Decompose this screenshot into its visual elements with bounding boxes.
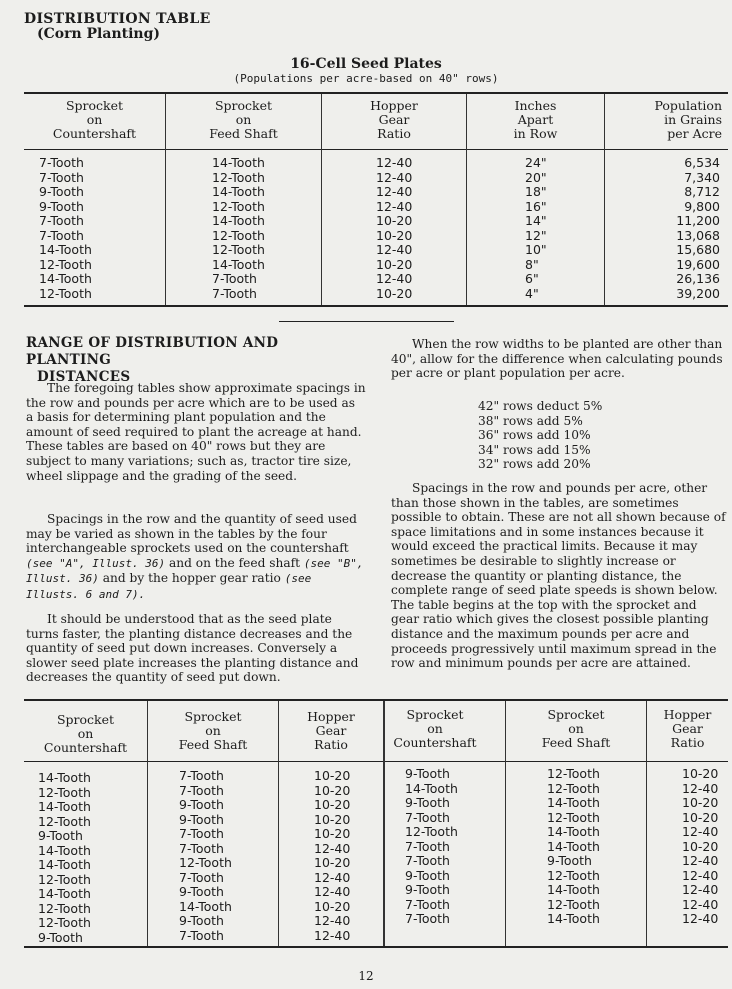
table1-cell: 12-40 bbox=[376, 242, 413, 257]
table2-cell: 12-40 bbox=[682, 882, 719, 897]
paragraph-foregoing: The foregoing tables show approximate spacings in the row and pounds per acre which are to be used as a basis for determining plant population and the amount of seed required to plant the acreage at hand. These tables are based on 40" rows but they are subject to many variations; such as, tractor tire size, wheel slippage and the grading of the seed. bbox=[26, 381, 366, 483]
table2-cell: 12-Tooth bbox=[38, 871, 91, 887]
table2-header-rule bbox=[24, 761, 728, 762]
table2-cell: 14-Tooth bbox=[38, 770, 91, 785]
table1-cell: 7-Tooth bbox=[39, 213, 84, 228]
table1-cell: 14" bbox=[525, 213, 547, 228]
table2-cell: 10-20 bbox=[682, 766, 719, 781]
table2-col-left-feed-shaft bbox=[179, 769, 232, 943]
table2-cell: 10-20 bbox=[314, 898, 351, 914]
table2-cell: 9-Tooth bbox=[547, 853, 592, 868]
table2-cell: 7-Tooth bbox=[179, 840, 224, 856]
table2-header-left-countershaft: Sprocket on Countershaft bbox=[43, 712, 128, 755]
table1-cell: 6" bbox=[525, 271, 539, 286]
row-adjustment-item: 36" rows add 10% bbox=[478, 428, 591, 443]
table1-col-feed-shaft bbox=[212, 156, 265, 301]
table2-cell: 14-Tooth bbox=[38, 886, 91, 901]
table2-cell: 12-Tooth bbox=[547, 766, 600, 781]
table1-cell: 7-Tooth bbox=[212, 285, 257, 301]
table1-cell: 10-20 bbox=[376, 285, 413, 301]
table2-cell: 14-Tooth bbox=[179, 898, 232, 914]
table1-cell: 14-Tooth bbox=[212, 256, 265, 272]
table1-cell: 10-20 bbox=[376, 256, 413, 272]
table1-cell: 11,200 bbox=[676, 213, 720, 228]
table2-header-left-feed-shaft: Sprocket on Feed Shaft bbox=[178, 709, 248, 752]
table1-cell: 9-Tooth bbox=[39, 198, 84, 214]
table1-col-inches bbox=[525, 156, 547, 301]
section-heading bbox=[26, 335, 366, 386]
table1-cell: 12-Tooth bbox=[212, 242, 265, 257]
table2-cell: 7-Tooth bbox=[179, 768, 224, 783]
table1-cell: 14-Tooth bbox=[39, 242, 92, 257]
table1-cell: 7-Tooth bbox=[212, 271, 257, 286]
table2-cell: 7-Tooth bbox=[179, 782, 224, 798]
table1-header-inches: Inches Apart in Row bbox=[513, 98, 558, 141]
table2-header-right-feed-shaft: Sprocket on Feed Shaft bbox=[541, 707, 611, 750]
table1-cell: 8,712 bbox=[684, 184, 720, 199]
table2-cell: 12-Tooth bbox=[547, 896, 600, 912]
table2-cell: 7-Tooth bbox=[405, 853, 450, 868]
table2-cell: 12-40 bbox=[682, 853, 719, 868]
table2-cell: 10-20 bbox=[314, 782, 351, 798]
table2-cell: 12-40 bbox=[314, 840, 351, 856]
table2-cell: 14-Tooth bbox=[547, 824, 600, 839]
reference-illust-b: (see "B", Illust. 36) bbox=[26, 556, 364, 586]
table1-subtitle: (Populations per acre-based on 40" rows) bbox=[233, 72, 499, 85]
table1-cell: 39,200 bbox=[676, 285, 720, 301]
table2-cell: 14-Tooth bbox=[38, 857, 91, 872]
table1-cell: 10-20 bbox=[376, 213, 413, 228]
table2-cell: 10-20 bbox=[314, 826, 351, 841]
table1-cell: 16" bbox=[525, 198, 547, 214]
table1-cell: 7-Tooth bbox=[39, 227, 84, 243]
table2-cell: 12-Tooth bbox=[405, 824, 458, 839]
paragraph-seed-plate: It should be understood that as the seed plate turns faster, the planting distance decreases and the quantity of seed put down increases. Conversely a slower seed plate increases the planting distance and decreases the quantity of seed put down. bbox=[26, 612, 359, 685]
table1-cell: 12-Tooth bbox=[39, 256, 92, 272]
table2-cell: 9-Tooth bbox=[38, 828, 83, 843]
table2-cell: 10-20 bbox=[314, 855, 351, 870]
table2-top-rule bbox=[24, 699, 728, 701]
table1-header-feed-shaft: Sprocket on Feed Shaft bbox=[209, 98, 278, 141]
table2-col-right-feed-shaft bbox=[547, 767, 600, 927]
table2-cell: 10-20 bbox=[314, 797, 351, 812]
table1-col-population bbox=[640, 156, 720, 301]
table1-col-ratio bbox=[376, 156, 412, 301]
table2-cell: 14-Tooth bbox=[547, 882, 600, 897]
table1-cell: 10" bbox=[525, 242, 547, 257]
table1-cell: 24" bbox=[525, 155, 547, 170]
table2-cell: 14-Tooth bbox=[38, 799, 91, 814]
table2-header-right-countershaft: Sprocket on Countershaft bbox=[393, 707, 477, 750]
table1-bottom-rule bbox=[24, 305, 728, 307]
table1-header-countershaft: Sprocket on Countershaft bbox=[52, 98, 137, 141]
table1-cell: 12-Tooth bbox=[39, 285, 92, 301]
table1-cell: 26,136 bbox=[676, 271, 720, 286]
table1-cell: 13,068 bbox=[676, 227, 720, 243]
table1-cell: 19,600 bbox=[676, 256, 720, 272]
table1-top-rule bbox=[24, 92, 728, 94]
table2-cell: 9-Tooth bbox=[179, 797, 224, 812]
table2-cell: 12-Tooth bbox=[547, 780, 600, 796]
row-adjustment-item: 34" rows add 15% bbox=[478, 442, 591, 457]
table2-cell: 10-20 bbox=[682, 795, 719, 810]
table2-cell: 7-Tooth bbox=[405, 809, 450, 825]
reference-illusts-6-7: (see Illusts. 6 and 7). bbox=[26, 572, 312, 601]
section-separator bbox=[279, 321, 454, 322]
table1-cell: 8" bbox=[525, 256, 539, 272]
table2-cell: 12-Tooth bbox=[547, 809, 600, 825]
table1-header-population: Population in Grains per Acre bbox=[654, 98, 722, 141]
table1-header-rule bbox=[24, 149, 728, 150]
table1-col-countershaft bbox=[39, 156, 92, 301]
document-subtitle: (Corn Planting) bbox=[37, 26, 161, 42]
table2-cell: 7-Tooth bbox=[179, 826, 224, 841]
table2-cell: 12-40 bbox=[682, 824, 719, 839]
table2-cell: 14-Tooth bbox=[38, 842, 91, 858]
table2-cell: 9-Tooth bbox=[405, 882, 450, 897]
table2-cell: 9-Tooth bbox=[405, 867, 450, 883]
table2-cell: 12-40 bbox=[682, 780, 719, 796]
table2-cell: 12-Tooth bbox=[179, 855, 232, 870]
table1-cell: 12-Tooth bbox=[212, 198, 265, 214]
table2-col-right-countershaft bbox=[405, 767, 458, 927]
table1-cell: 7,340 bbox=[684, 169, 720, 185]
table1-cell: 12-Tooth bbox=[212, 169, 265, 185]
table1-cell: 14-Tooth bbox=[39, 271, 92, 286]
table2-cell: 9-Tooth bbox=[405, 795, 450, 810]
paragraph-spacings: Spacings in the row and the quantity of seed used may be varied as shown in the tables by the four interchangeable sprockets used on the countershaft (see "A", Illust. 36) and on the feed shaft (see "B", Illust. 36) and by the hopper gear ratio (see Illusts. 6 and 7). bbox=[26, 512, 364, 601]
table2-bottom-rule bbox=[24, 946, 728, 948]
table1-cell: 10-20 bbox=[376, 227, 413, 243]
row-adjustment-item: 42" rows deduct 5% bbox=[478, 399, 603, 413]
table2-cell: 12-40 bbox=[682, 911, 719, 926]
table2-cell: 12-40 bbox=[314, 913, 351, 928]
table2-cell: 9-Tooth bbox=[179, 913, 224, 928]
row-adjustment-item: 32" rows add 20% bbox=[478, 457, 591, 472]
table1-cell: 18" bbox=[525, 184, 547, 199]
table2-cell: 14-Tooth bbox=[405, 780, 458, 796]
paragraph-other-spacings: Spacings in the row and pounds per acre, other than those shown in the tables, are sometimes possible to obtain. These are not all shown because of space limitations and in some instances because it would exceed the practical limits. Because it may sometimes be desirable to slightly increase or decrease the quantity or planting distance, the complete range of seed plate speeds is shown below. The table begins at the top with the sprocket and gear ratio which gives the closest possible planting distance and the maximum pounds per acre and proceeds progressively until maximum spread in the row and minimum pounds per acre are attained. bbox=[391, 481, 726, 671]
table2-cell: 9-Tooth bbox=[179, 884, 224, 899]
table2-cell: 10-20 bbox=[314, 768, 351, 783]
table2-cell: 9-Tooth bbox=[179, 811, 224, 827]
table1-cell: 12-40 bbox=[376, 271, 413, 286]
section-heading-line1: RANGE OF DISTRIBUTION AND PLANTING bbox=[26, 335, 279, 368]
table2-cell: 14-Tooth bbox=[547, 911, 600, 926]
table1-cell: 9,800 bbox=[684, 198, 720, 214]
table1-cell: 14-Tooth bbox=[212, 184, 265, 199]
table2-cell: 12-Tooth bbox=[547, 867, 600, 883]
table2-cell: 7-Tooth bbox=[405, 838, 450, 854]
table2-col-right-ratio bbox=[682, 767, 718, 927]
table2-cell: 12-40 bbox=[314, 869, 351, 885]
table2-col-left-ratio bbox=[314, 769, 350, 943]
table2-cell: 12-40 bbox=[682, 896, 719, 912]
table1-cell: 14-Tooth bbox=[212, 213, 265, 228]
table2-cell: 7-Tooth bbox=[405, 896, 450, 912]
table1-cell: 7-Tooth bbox=[39, 155, 84, 170]
table2-cell: 12-Tooth bbox=[38, 784, 91, 800]
table1-cell: 12-40 bbox=[376, 169, 413, 185]
table2-cell: 7-Tooth bbox=[179, 927, 224, 943]
table2-cell: 14-Tooth bbox=[547, 795, 600, 810]
table2-cell: 7-Tooth bbox=[405, 911, 450, 926]
table2-cell: 10-20 bbox=[682, 838, 719, 854]
table2-cell: 12-40 bbox=[682, 867, 719, 883]
row-adjustment-list bbox=[478, 399, 602, 472]
table1-cell: 12-40 bbox=[376, 155, 413, 170]
document-title: DISTRIBUTION TABLE bbox=[24, 11, 211, 27]
table1-cell: 12-Tooth bbox=[212, 227, 265, 243]
table2-cell: 12-Tooth bbox=[38, 915, 91, 930]
table1-cell: 9-Tooth bbox=[39, 184, 84, 199]
table2-cell: 10-20 bbox=[314, 811, 351, 827]
table2-header-left-ratio: Hopper Gear Ratio bbox=[307, 709, 355, 752]
table2-cell: 12-Tooth bbox=[38, 813, 91, 829]
table1-cell: 12-40 bbox=[376, 198, 413, 214]
table1-header-ratio: Hopper Gear Ratio bbox=[370, 98, 418, 141]
paragraph-row-widths: When the row widths to be planted are other than 40", allow for the difference when calculating pounds per acre or plant population per acre. bbox=[391, 337, 723, 381]
table1-cell: 20" bbox=[525, 169, 547, 185]
table1-cell: 12" bbox=[525, 227, 547, 243]
table1-cell: 15,680 bbox=[676, 242, 720, 257]
table1-cell: 6,534 bbox=[684, 155, 720, 170]
table2-cell: 7-Tooth bbox=[179, 869, 224, 885]
section-heading-line2: DISTANCES bbox=[37, 369, 131, 385]
table1-title: 16-Cell Seed Plates bbox=[290, 56, 442, 72]
table1-cell: 12-40 bbox=[376, 184, 413, 199]
table1-cell: 7-Tooth bbox=[39, 169, 84, 185]
table2-cell: 10-20 bbox=[682, 809, 719, 825]
table2-cell: 12-Tooth bbox=[38, 900, 91, 916]
table1-cell: 4" bbox=[525, 285, 539, 301]
table2-cell: 14-Tooth bbox=[547, 838, 600, 854]
table2-cell: 9-Tooth bbox=[38, 929, 83, 945]
page-number: 12 bbox=[358, 969, 374, 983]
table1-cell: 14-Tooth bbox=[212, 155, 265, 170]
reference-illust-a: (see "A", Illust. 36) bbox=[26, 556, 166, 570]
table2-col-left-countershaft bbox=[38, 771, 91, 945]
table2-header-right-ratio: Hopper Gear Ratio bbox=[663, 707, 712, 750]
table2-cell: 12-40 bbox=[314, 884, 351, 899]
table2-cell: 9-Tooth bbox=[405, 766, 450, 781]
row-adjustment-item: 38" rows add 5% bbox=[478, 413, 583, 428]
table2-cell: 12-40 bbox=[314, 927, 351, 943]
